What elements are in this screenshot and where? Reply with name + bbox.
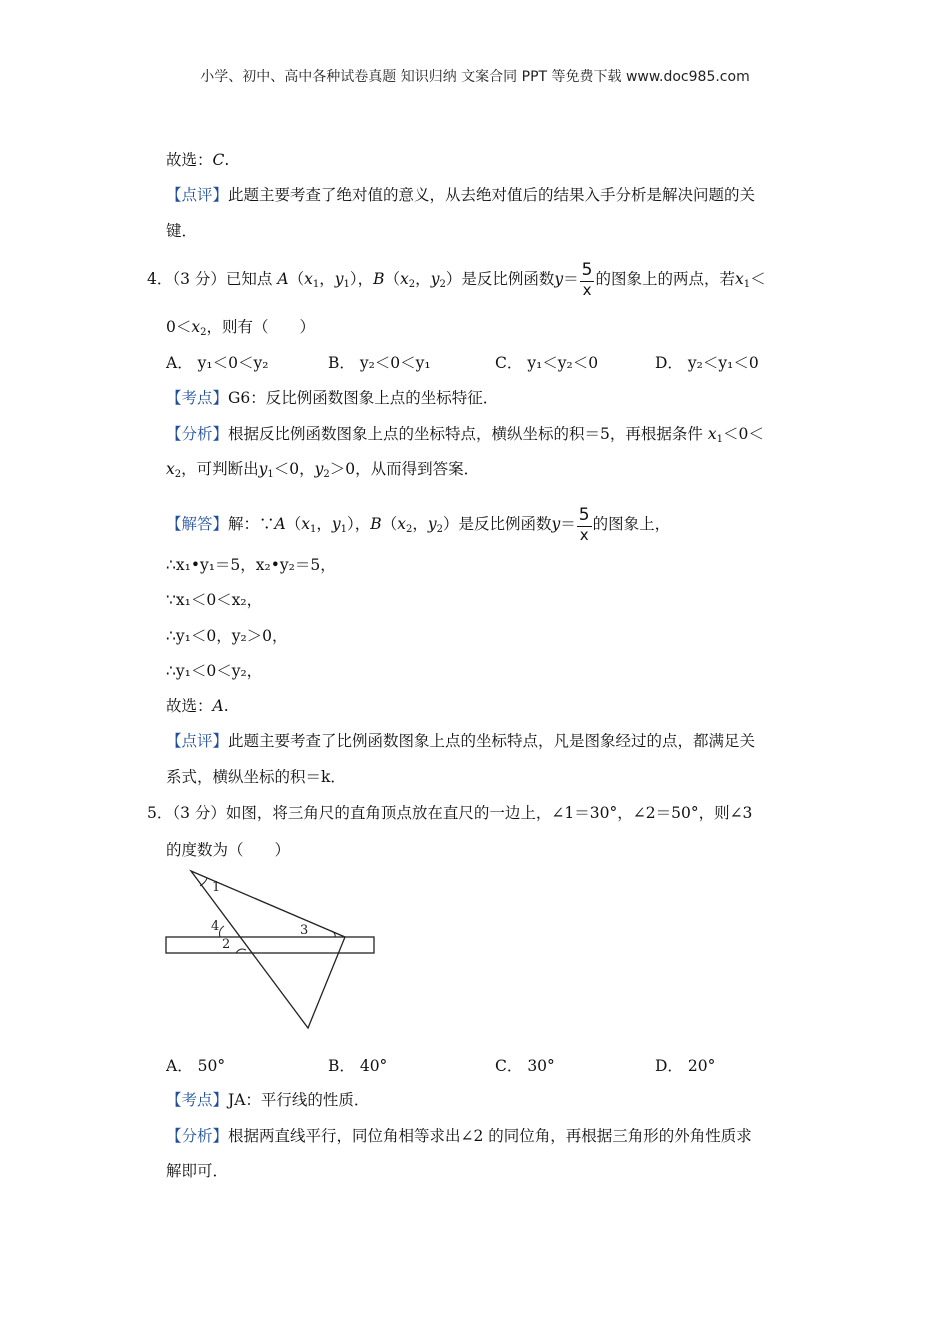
fraction-denominator: x <box>579 526 589 544</box>
var-y: y <box>334 270 344 288</box>
option-text: y₁＜0＜y₂ <box>197 354 269 372</box>
q5-fenxi-line2: 解即可． <box>166 1162 229 1180</box>
var-y: y <box>551 515 561 533</box>
comma: ， <box>415 270 431 288</box>
jieda-text: 的图象上， <box>592 515 671 533</box>
fenxi-text: 根据两直线平行，同位角相等求出∠2 的同位角，再根据三角形的外角性质求 <box>228 1127 752 1145</box>
var-x: x <box>397 515 406 533</box>
q5-option-a[interactable] <box>166 1056 225 1076</box>
question-score: （3 分） <box>172 270 226 288</box>
question-score: （3 分） <box>172 804 226 822</box>
sub: 1 <box>716 434 723 445</box>
option-letter: C． <box>495 354 523 372</box>
point-b: B <box>370 515 382 533</box>
stem-text: 0＜ <box>166 318 192 336</box>
comma: ， <box>412 515 428 533</box>
angle-4-label: 4 <box>211 919 220 934</box>
fenxi-text: 根据反比例函数图象上点的坐标特点，横纵坐标的积＝5，再根据条件 <box>228 425 703 443</box>
q5-option-d[interactable] <box>655 1056 715 1076</box>
fraction-numerator: 5 <box>581 260 593 280</box>
answer-label: 故选： <box>166 151 213 169</box>
q4-kaodian <box>166 388 498 408</box>
page-header: 小学、初中、高中各种试卷真题 知识归纳 文案合同 PPT 等免费下载 www.doc985.com <box>200 69 750 85</box>
option-text: 40° <box>359 1057 388 1075</box>
fraction-numerator: 5 <box>578 505 590 525</box>
stem-text: 是反比例函数 <box>461 270 555 288</box>
q4-jieda-line: 【解答】解：$\because A(x_1$，$y_1$），$B(x_2$，$y_2$）是反比例函数y＝ $\frac{5}{x}$ 的图象上， <box>166 505 671 544</box>
q3-review-line1 <box>166 185 755 205</box>
kaodian-text: JA：平行线的性质． <box>228 1091 370 1109</box>
option-text: 50° <box>197 1057 226 1075</box>
answer-value: A <box>212 697 224 715</box>
jieda-text: 解：∵ <box>228 515 275 533</box>
var-x: x <box>191 318 201 336</box>
var-y: y <box>427 515 437 533</box>
q5-kaodian <box>166 1090 369 1110</box>
sub: 2 <box>439 279 446 290</box>
question-number: 5． <box>147 804 173 822</box>
point-b: B <box>373 270 385 288</box>
angle-2-label: 2 <box>222 937 231 952</box>
ruler-rect <box>166 937 374 953</box>
q4-stem-line1: 4．（3 分）已知点 $A(x_1$，$y_1$），$B(x_2$，$y_2$）是反比例函数y＝ $\frac{5}{x}$ 的图象上的两点，若$x_1<$ <box>147 260 766 299</box>
q4-stem-line2 <box>166 317 315 337</box>
less-than: ＜ <box>750 270 766 288</box>
q4-dianping-line1 <box>166 731 755 751</box>
fraction <box>577 507 592 543</box>
var-x: x <box>166 460 175 478</box>
q3-answer-line: 故选：C. <box>166 151 230 169</box>
dianping-tag: 【点评】 <box>166 732 229 750</box>
fenxi-text: ＞0，从而得到答案． <box>329 460 480 478</box>
review-text: 此题主要考查了绝对值的意义，从去绝对值后的结果入手分析是解决问题的关 <box>228 186 756 204</box>
kaodian-text: G6：反比例函数图象上点的坐标特征． <box>228 389 499 407</box>
fraction <box>580 262 595 298</box>
option-letter: B． <box>328 1057 355 1075</box>
var-y: y <box>331 515 341 533</box>
sub: 2 <box>200 327 207 338</box>
q4-option-c[interactable] <box>495 353 598 373</box>
fenxi-text: ＜0， <box>273 460 315 478</box>
stem-text: 的图象上的两点，若 <box>595 270 735 288</box>
sub: 1 <box>743 279 751 290</box>
option-letter: A． <box>166 1057 193 1075</box>
q4-option-a[interactable] <box>166 353 268 373</box>
option-letter: A． <box>166 354 193 372</box>
review-tag: 【点评】 <box>166 186 229 204</box>
jieda-tag: 【解答】 <box>166 515 229 533</box>
option-text: y₂＜0＜y₁ <box>359 354 431 372</box>
ruler <box>166 937 374 953</box>
answer-value: C <box>212 151 225 169</box>
q5-stem-line1 <box>147 803 752 823</box>
sub: 2 <box>405 524 413 535</box>
q4-fenxi-line2 <box>166 459 479 479</box>
angle-4-arc <box>220 926 225 937</box>
point-a: A <box>274 515 286 533</box>
var-x: x <box>301 515 310 533</box>
var-y: y <box>258 460 268 478</box>
option-letter: C． <box>495 1057 523 1075</box>
var-y: y <box>430 270 440 288</box>
sub: 1 <box>312 279 320 290</box>
q4-step2: ∵x₁＜0＜x₂， <box>166 591 263 609</box>
fenxi-text: ，可判断出 <box>181 460 259 478</box>
kaodian-tag: 【考点】 <box>166 1091 229 1109</box>
sub: 1 <box>267 469 274 480</box>
question-number: 4． <box>147 270 173 288</box>
geometry-figure <box>160 862 380 1034</box>
fenxi-tag: 【分析】 <box>166 425 229 443</box>
angle-3-label: 3 <box>300 923 309 938</box>
dianping-text: 此题主要考查了比例函数图象上点的坐标特点，凡是图象经过的点，都满足关 <box>228 732 756 750</box>
stem-text: 已知点 <box>225 270 273 288</box>
option-letter: D． <box>655 354 683 372</box>
var-x: x <box>304 270 313 288</box>
q4-option-b[interactable] <box>328 353 431 373</box>
var-x: x <box>400 270 409 288</box>
var-y: y <box>314 460 324 478</box>
equals: ＝ <box>560 515 576 533</box>
fraction-denominator: x <box>582 281 592 299</box>
option-text: 30° <box>527 1057 555 1075</box>
option-text: y₂＜y₁＜0 <box>687 354 759 372</box>
angle-1-arc <box>200 878 207 886</box>
stem-text: 如图，将三角尺的直角顶点放在直尺的一边上，∠1＝30°，∠2＝50°，则∠3 <box>225 804 753 822</box>
q4-step4: ∴y₁＜0＜y₂， <box>166 662 263 680</box>
q4-dianping-line2: 系式，横纵坐标的积＝k． <box>166 768 346 786</box>
sub: 1 <box>343 279 350 290</box>
option-letter: D． <box>655 1057 683 1075</box>
jieda-text: 是反比例函数 <box>458 515 552 533</box>
sub: 2 <box>174 469 182 480</box>
kaodian-tag: 【考点】 <box>166 389 229 407</box>
option-text: 20° <box>687 1057 716 1075</box>
comma: ， <box>316 515 332 533</box>
q3-review-line2: 键． <box>166 222 198 240</box>
q4-step1: ∴x₁•y₁＝5，x₂•y₂＝5， <box>166 556 336 574</box>
var-x: x <box>707 425 717 443</box>
q4-fenxi-line1 <box>166 424 764 444</box>
q5-option-b[interactable] <box>328 1056 387 1076</box>
sub: 1 <box>340 524 348 535</box>
stem-text: ，则有（ ） <box>206 318 316 336</box>
equals: ＝ <box>563 270 579 288</box>
q5-fenxi-line1 <box>166 1126 752 1146</box>
option-text: y₁＜y₂＜0 <box>527 354 599 372</box>
q4-answer-line: 故选：A. <box>166 697 229 715</box>
q5-option-c[interactable] <box>495 1056 555 1076</box>
fenxi-tag: 【分析】 <box>166 1127 229 1145</box>
q4-step3: ∴y₁＜0，y₂＞0， <box>166 627 288 645</box>
sub: 1 <box>310 524 317 535</box>
sub: 2 <box>323 469 330 480</box>
answer-label: 故选： <box>166 697 213 715</box>
q4-option-d[interactable] <box>655 353 759 373</box>
var-x: x <box>734 270 744 288</box>
angle-1-label: 1 <box>212 880 221 895</box>
q5-stem-line2: 的度数为（ ） <box>166 841 291 859</box>
var-y: y <box>554 270 564 288</box>
sub: 2 <box>408 279 416 290</box>
point-a: A <box>277 270 289 288</box>
sub: 2 <box>436 524 443 535</box>
option-letter: B． <box>328 354 355 372</box>
fenxi-text: ＜0＜ <box>722 425 764 443</box>
comma: ， <box>319 270 335 288</box>
